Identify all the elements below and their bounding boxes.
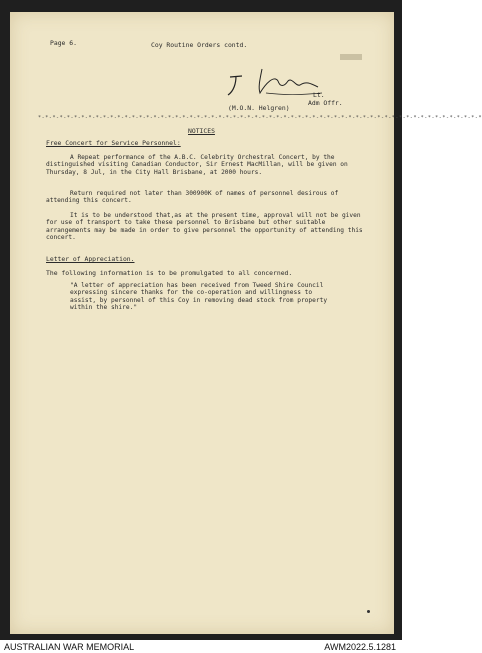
signatory-role: Adm Offr. [308, 99, 343, 107]
appreciation-quote: "A letter of appreciation has been received from Tweed Shire Council expressing sincere thanks for the co-operation and willingness to assist, by personnel of this Coy in removing dead stock from property within the shire." [70, 282, 328, 312]
separator-line: *-*-*-*-*-*-*-*-*-*-*-*-*-*-*-*-*-*-*-*-*-*-*-*-*-*-*-*-*-*-*-*-*-*-*-*-*-*-*-*-*-*-*-*-*-*-*-*-*-*-*-*-*-*-*-*-*-*-*-*-*-* [38, 115, 482, 121]
signatory-rank: Lt. [313, 91, 325, 99]
signatory-name: (M.O.N. Helgren) [228, 104, 290, 112]
appreciation-intro: The following information is to be promulgated to all concerned. [46, 269, 293, 277]
appreciation-heading: Letter of Appreciation. [46, 255, 135, 263]
document-title: Coy Routine Orders contd. [151, 41, 248, 49]
concert-heading: Free Concert for Service Personnel: [46, 139, 181, 147]
notices-heading: NOTICES [188, 127, 215, 135]
concert-paragraph-2: Return required not later than 300900K of names of personnel desirous of attending this concert. [46, 190, 339, 205]
page-mark [367, 610, 370, 613]
document-page [10, 12, 482, 634]
concert-paragraph-3: It is to be understood that,as at the present time, approval will not be given for use of transport to take these personnel to Brisbane but other suitable arrangements may be made in order to give personnel the opportunity of attending this concert. [46, 212, 363, 242]
page-number: Page 6. [50, 39, 77, 47]
footer-accession-number: AWM2022.5.1281 [324, 642, 396, 652]
concert-paragraph-1: A Repeat performance of the A.B.C. Celebrity Orchestral Concert, by the distinguished visiting Canadian Conductor, Sir Ernest MacMillan, will be given on Thursday, 8 Jul, in the City Hall Brisbane, at 2000 hours. [46, 154, 348, 176]
footer-institution: AUSTRALIAN WAR MEMORIAL [4, 642, 135, 652]
stamp-mark [340, 54, 362, 60]
